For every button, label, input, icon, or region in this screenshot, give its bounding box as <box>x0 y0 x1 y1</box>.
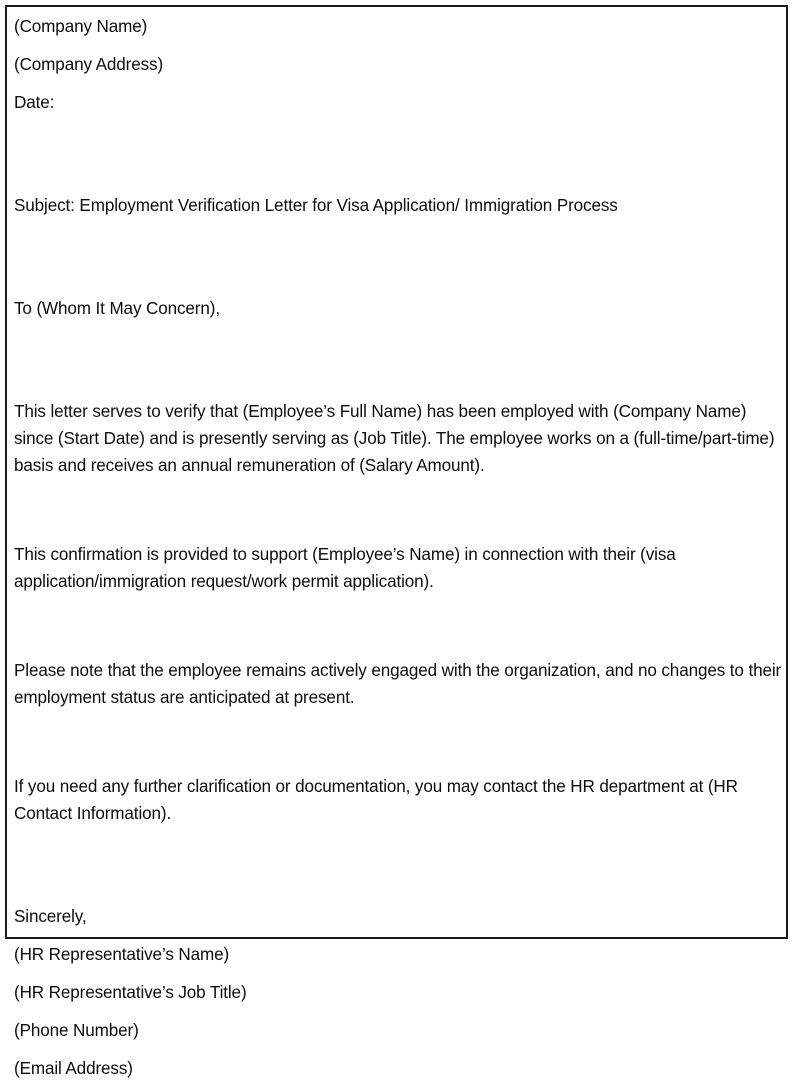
subject-line: Subject: Employment Verification Letter for Visa Application/ Immigration Process <box>14 196 618 215</box>
spacer <box>14 219 782 257</box>
company-address-line: (Company Address) <box>14 55 164 74</box>
body-paragraph-contact: If you need any further clarification or documentation, you may contact the HR department at (HR Contact Information). <box>14 777 738 823</box>
spacer <box>14 78 782 89</box>
spacer <box>14 360 782 398</box>
date-label-line: Date: <box>14 93 55 112</box>
spacer <box>14 322 782 360</box>
spacer <box>14 827 782 865</box>
body-paragraph-purpose: This confirmation is provided to support (Employee’s Name) in connection with their (visa application/immigration request/work permit application). <box>14 545 676 591</box>
spacer <box>14 154 782 192</box>
spacer <box>14 1044 782 1055</box>
spacer <box>14 517 782 541</box>
spacer <box>14 116 782 154</box>
representative-name: (HR Representative’s Name) <box>14 945 230 964</box>
spacer <box>14 749 782 773</box>
spacer <box>14 711 782 749</box>
spacer <box>14 257 782 295</box>
spacer <box>14 930 782 941</box>
email-address: (Email Address) <box>14 1059 133 1078</box>
spacer <box>14 633 782 657</box>
body-paragraph-status: Please note that the employee remains actively engaged with the organization, and no changes to their employment status are anticipated at present. <box>14 661 782 707</box>
company-name-line: (Company Name) <box>14 17 148 36</box>
representative-job-title: (HR Representative’s Job Title) <box>14 983 247 1002</box>
salutation-line: To (Whom It May Concern), <box>14 299 220 318</box>
spacer <box>14 40 782 51</box>
spacer <box>14 479 782 517</box>
phone-number: (Phone Number) <box>14 1021 139 1040</box>
letter-body <box>14 13 782 1082</box>
spacer <box>14 1006 782 1017</box>
document-border-frame <box>5 5 788 1078</box>
spacer <box>14 968 782 979</box>
closing-salutation: Sincerely, <box>14 907 87 926</box>
spacer <box>14 595 782 633</box>
spacer <box>14 865 782 903</box>
body-paragraph-employment-details: This letter serves to verify that (Employee’s Full Name) has been employed with (Company Name) since (Start Date) and is presently serving as (Job Title). The employee works on a (full-time/part-time) basis and receives an annual remuneration of (Salary Amount). <box>14 402 775 475</box>
